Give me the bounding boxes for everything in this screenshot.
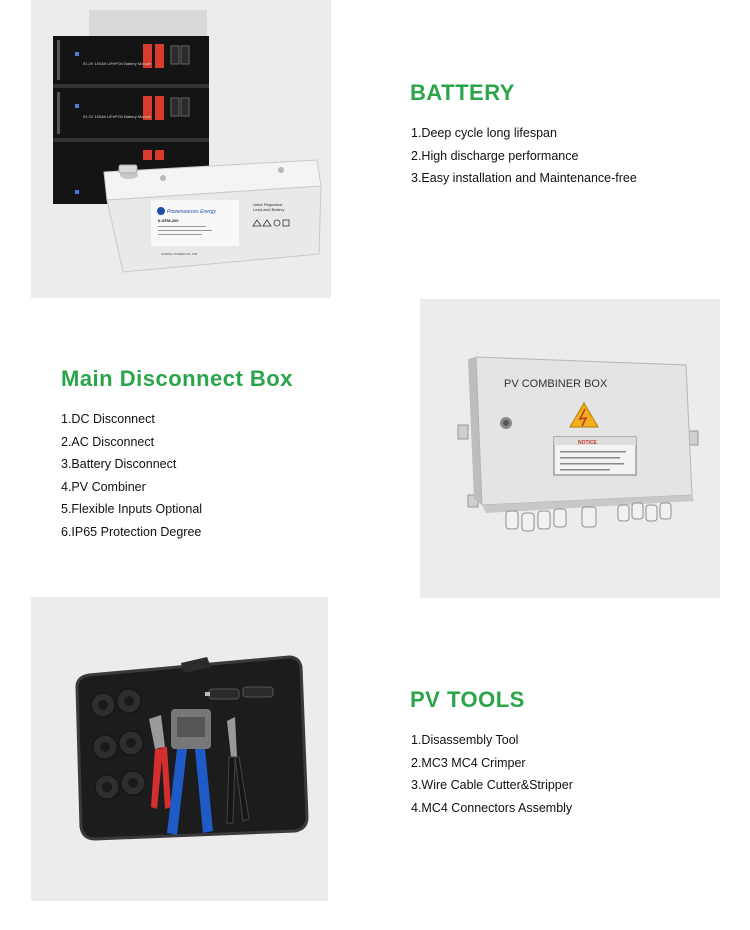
disconnect-title: Main Disconnect Box: [61, 366, 293, 391]
box-label: PV COMBINER BOX: [504, 378, 608, 390]
battery-type-line-2: Lead-acid Battery: [253, 207, 285, 212]
list-item: 4.PV Combiner: [61, 479, 146, 494]
list-item: 3.Easy installation and Maintenance-free: [411, 171, 637, 185]
combiner-box-icon: [420, 299, 720, 598]
battery-illustration: [31, 0, 331, 298]
battery-maker: SUNPAL POWER CO.,LTD: [161, 252, 198, 256]
battery-type-line-1: Valve Regulated: [253, 202, 283, 207]
list-item: 1.Disassembly Tool: [411, 733, 519, 747]
list-item: 2.MC3 MC4 Crimper: [411, 755, 526, 770]
list-item: 2.AC Disconnect: [61, 434, 155, 449]
tools-features-list: [411, 729, 573, 819]
battery-features-list: [411, 122, 637, 190]
battery-image-panel: [31, 0, 331, 298]
tools-image-panel: [31, 597, 328, 901]
disconnect-image-panel: [420, 299, 720, 598]
disconnect-features-list: [61, 408, 202, 543]
battery-title: BATTERY: [410, 80, 515, 105]
rack-module-label-2: 51.2V 100Ah LiFePO4 Battery Module: [83, 114, 152, 119]
tool-kit-icon: [31, 597, 328, 901]
list-item: 5.Flexible Inputs Optional: [61, 502, 203, 516]
tools-title: PV TOOLS: [410, 687, 525, 712]
battery-model: 6-GFM-200: [158, 218, 179, 223]
list-item: 6.IP65 Protection Degree: [61, 524, 202, 539]
list-item: 3.Battery Disconnect: [61, 457, 177, 471]
list-item: 1.DC Disconnect: [61, 412, 155, 426]
list-item: 2.High discharge performance: [411, 148, 579, 163]
rack-module-label-1: 51.2V 100Ah LiFePO4 Battery Module: [83, 61, 152, 66]
lead-acid-battery-icon: [104, 160, 321, 272]
list-item: 3.Wire Cable Cutter&Stripper: [411, 778, 573, 792]
list-item: 4.MC4 Connectors Assembly: [411, 800, 573, 815]
notice-label: NOTICE: [578, 440, 597, 446]
list-item: 1.Deep cycle long lifespan: [411, 126, 557, 140]
battery-brand-name: Powersources Energy: [167, 209, 216, 215]
